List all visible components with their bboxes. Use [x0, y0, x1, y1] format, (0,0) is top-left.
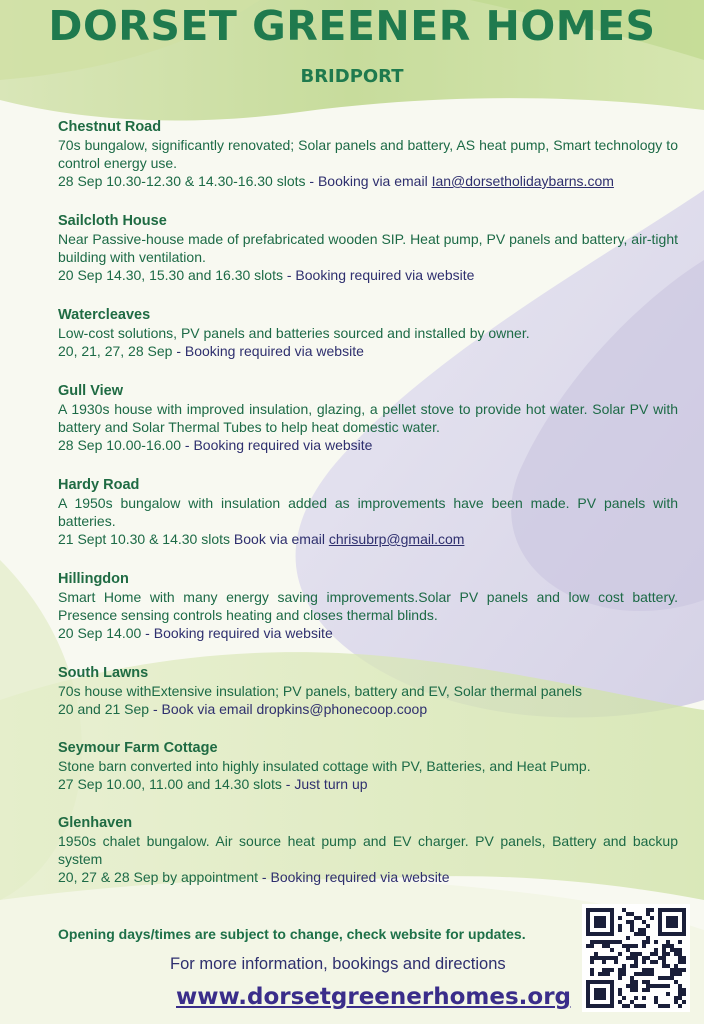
- schedule-text: 20 and 21 Sep: [58, 701, 153, 717]
- listing-name: Hillingdon: [58, 571, 129, 587]
- listing-description: 70s bungalow, significantly renovated; Solar panels and battery, AS heat pump, Smart technology to control energy use.: [58, 137, 678, 171]
- listing-description: Smart Home with many energy saving improvements.Solar PV panels and low cost battery. Presence sensing controls heating and closes thermal blinds.: [58, 589, 678, 623]
- booking-text: - Booking required via website: [258, 869, 450, 885]
- listing-name: Sailcloth House: [58, 213, 167, 229]
- booking-text: - Booking required via website: [181, 437, 373, 453]
- listing-glenhaven: [58, 814, 678, 886]
- schedule-text: 20 Sep 14.00: [58, 625, 142, 641]
- listing-description: A 1930s house with improved insulation, glazing, a pellet stove to provide hot water. Solar PV with battery and Solar Thermal Tubes to help heat domestic water.: [58, 401, 678, 435]
- email-link[interactable]: chrisubrp@gmail.com: [328, 531, 465, 547]
- listing-sailcloth-house: [58, 212, 678, 284]
- listing-schedule: [58, 436, 678, 454]
- schedule-text: 27 Sep 10.00, 11.00 and 14.30 slots: [58, 776, 282, 792]
- listing-name: Seymour Farm Cottage: [58, 740, 218, 756]
- listing-name: Gull View: [58, 383, 124, 399]
- listing-name: Chestnut Road: [58, 119, 162, 135]
- schedule-change-notice: Opening days/times are subject to change, check website for updates.: [58, 926, 526, 942]
- location-subtitle: BRIDPORT: [300, 66, 404, 87]
- listing-chestnut-road: [58, 118, 678, 190]
- listing-schedule: [58, 624, 678, 642]
- listing-seymour-farm-cottage: [58, 739, 678, 793]
- schedule-text: 28 Sep 10.00-16.00: [58, 437, 181, 453]
- booking-text: Book via email: [230, 531, 329, 547]
- listing-watercleaves: [58, 306, 678, 360]
- listing-schedule: [58, 342, 678, 360]
- listing-schedule: [58, 775, 678, 793]
- listing-description: A 1950s bungalow with insulation added as improvements have been made. PV panels with batteries.: [58, 495, 678, 529]
- schedule-text: 21 Sept 10.30 & 14.30 slots: [58, 531, 231, 547]
- more-info-text: For more information, bookings and directions: [170, 955, 506, 973]
- listing-schedule: [58, 868, 678, 886]
- website-link[interactable]: www.dorsetgreenerhomes.org: [176, 984, 571, 1010]
- listing-description: Near Passive-house made of prefabricated wooden SIP. Heat pump, PV panels and battery, air-tight building with ventilation.: [58, 231, 678, 265]
- qr-code-icon[interactable]: [582, 904, 690, 1012]
- booking-text: - Booking required via website: [141, 625, 333, 641]
- listing-description: Low-cost solutions, PV panels and batteries sourced and installed by owner.: [58, 325, 530, 341]
- schedule-text: 20, 27 & 28 Sep by appointment: [58, 869, 259, 885]
- schedule-text: 20 Sep 14.30, 15.30 and 16.30 slots: [58, 267, 283, 283]
- listing-name: Hardy Road: [58, 477, 140, 493]
- page-title: DORSET GREENER HOMES: [48, 2, 656, 50]
- listing-hillingdon: [58, 570, 678, 642]
- listing-description: Stone barn converted into highly insulated cottage with PV, Batteries, and Heat Pump.: [58, 758, 591, 774]
- booking-text: - Just turn up: [281, 776, 368, 792]
- listing-gull-view: [58, 382, 678, 454]
- listing-name: South Lawns: [58, 665, 149, 681]
- booking-text: - Book via email dropkins@phonecoop.coop: [152, 701, 428, 717]
- listing-schedule: [58, 172, 678, 190]
- listing-hardy-road: [58, 476, 678, 548]
- booking-text: - Booking required via website: [282, 267, 475, 283]
- booking-text: - Booking via email: [305, 173, 432, 189]
- listing-description: 1950s chalet bungalow. Air source heat pump and EV charger. PV panels, Battery and backup system: [58, 833, 678, 867]
- listing-name: Watercleaves: [58, 307, 151, 323]
- listing-description: 70s house withExtensive insulation; PV panels, battery and EV, Solar thermal panels: [58, 683, 583, 699]
- listing-south-lawns: [58, 664, 678, 718]
- schedule-text: 28 Sep 10.30-12.30 & 14.30-16.30 slots: [58, 173, 306, 189]
- listing-name: Glenhaven: [58, 815, 133, 831]
- booking-text: - Booking required via website: [176, 343, 364, 359]
- email-link[interactable]: Ian@dorsetholidaybarns.com: [431, 173, 614, 189]
- schedule-text: 20, 21, 27, 28 Sep: [58, 343, 177, 359]
- listing-schedule: [58, 530, 678, 548]
- listing-schedule: [58, 700, 678, 718]
- listing-schedule: [58, 266, 678, 284]
